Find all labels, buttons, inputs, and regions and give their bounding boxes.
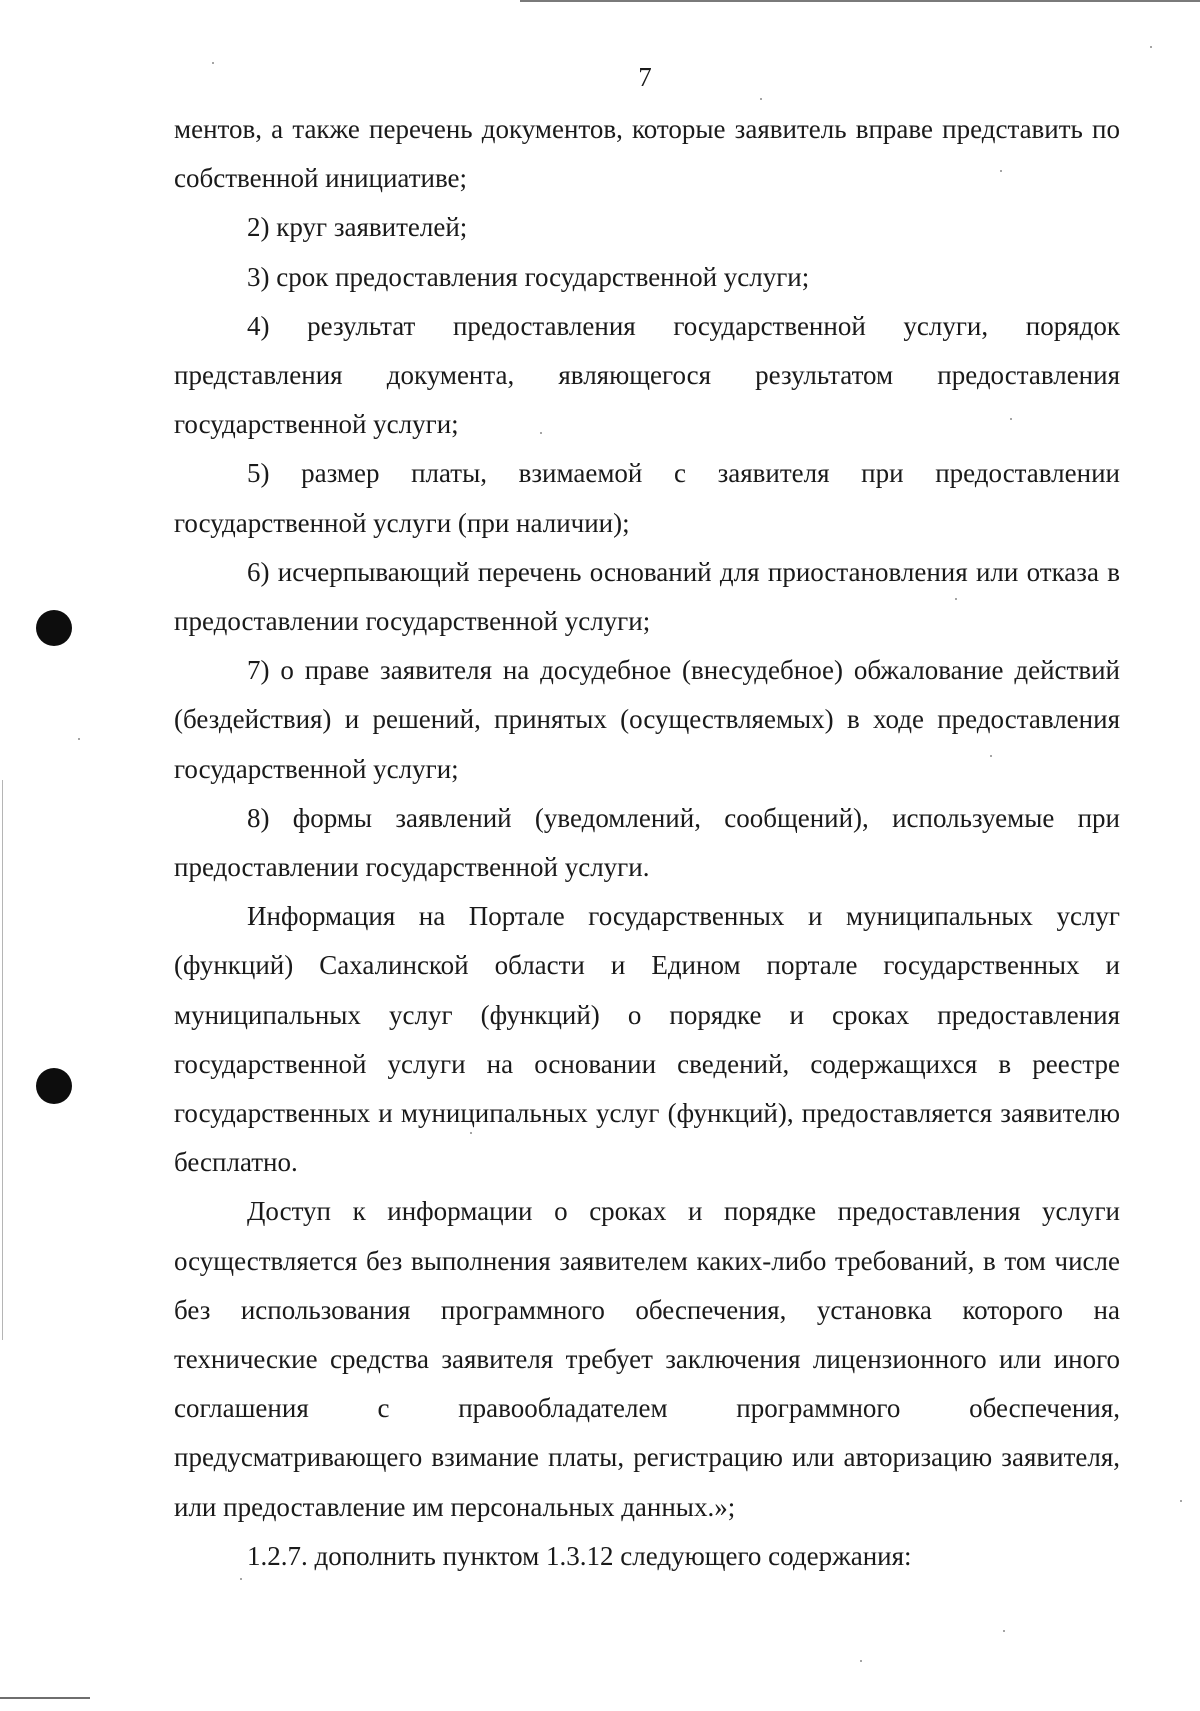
scan-speck [540,432,542,434]
scan-speck [1000,170,1002,172]
hole-punch-top [36,610,72,646]
scan-speck [1150,46,1152,48]
scan-edge-top [520,0,1200,2]
scan-speck [1180,1500,1182,1502]
scan-edge-bottom [0,1697,90,1699]
scan-speck [955,598,957,600]
scan-speck [860,1660,862,1662]
scan-speck [78,738,80,740]
list-item-4: 4) результат предоставления государственной услуги, порядок представления документа, являющегося результатом предоставления государственной услуги; [174,310,1120,440]
scan-speck [1010,418,1012,420]
list-item-6: 6) исчерпывающий перечень оснований для приостановления или отказа в предоставлении государственной услуги; [174,556,1120,637]
list-item-2: 2) круг заявителей; [247,212,468,243]
paragraph-access-info: Доступ к информации о сроках и порядке предоставления услуги осуществляется без выполнения заявителем каких-либо требований, в том числе без использования программного обеспечения, установка которого на технические средства заявителя требует заключения лицензионного или иного соглашения с правообладателем программного обеспечения, предусматривающего взимание платы, регистрацию или авторизацию заявителя, или предоставление им персональных данных.»; [174,1196,1120,1522]
hole-punch-bottom [36,1068,72,1104]
list-item-7: 7) о праве заявителя на досудебное (внесудебное) обжалование действий (бездействия) и решений, принятых (осуществляемых) в ходе предоставления государственной услуги; [174,655,1120,784]
scan-speck [240,1578,242,1580]
paragraph-amendment: 1.2.7. дополнить пунктом 1.3.12 следующего содержания: [247,1540,912,1571]
paragraph-continuation: ментов, а также перечень документов, которые заявитель вправе представить по собственной инициативе; [174,114,1120,194]
scan-speck [470,1132,472,1134]
list-item-3: 3) срок предоставления государственной услуги; [247,261,810,292]
scan-speck [1003,1630,1005,1632]
paragraph-portal-info: Информация на Портале государственных и муниципальных услуг (функций) Сахалинской области и Едином портале государственных и муниципальных услуг (функций) о порядке и сроках предоставления государственной услуги на основании сведений, содержащихся в реестре государственных и муниципальных услуг (функций), предоставляется заявителю бесплатно. [174,901,1120,1178]
scan-edge-left [2,780,3,1340]
document-body [174,105,1120,1581]
page-number: 7 [638,62,652,92]
list-item-5: 5) размер платы, взимаемой с заявителя при предоставлении государственной услуги (при наличии); [174,458,1120,538]
scan-speck [760,98,762,100]
list-item-8: 8) формы заявлений (уведомлений, сообщений), используемые при предоставлении государственной услуги. [174,802,1120,883]
scan-speck [212,62,214,64]
scan-speck [990,755,992,757]
